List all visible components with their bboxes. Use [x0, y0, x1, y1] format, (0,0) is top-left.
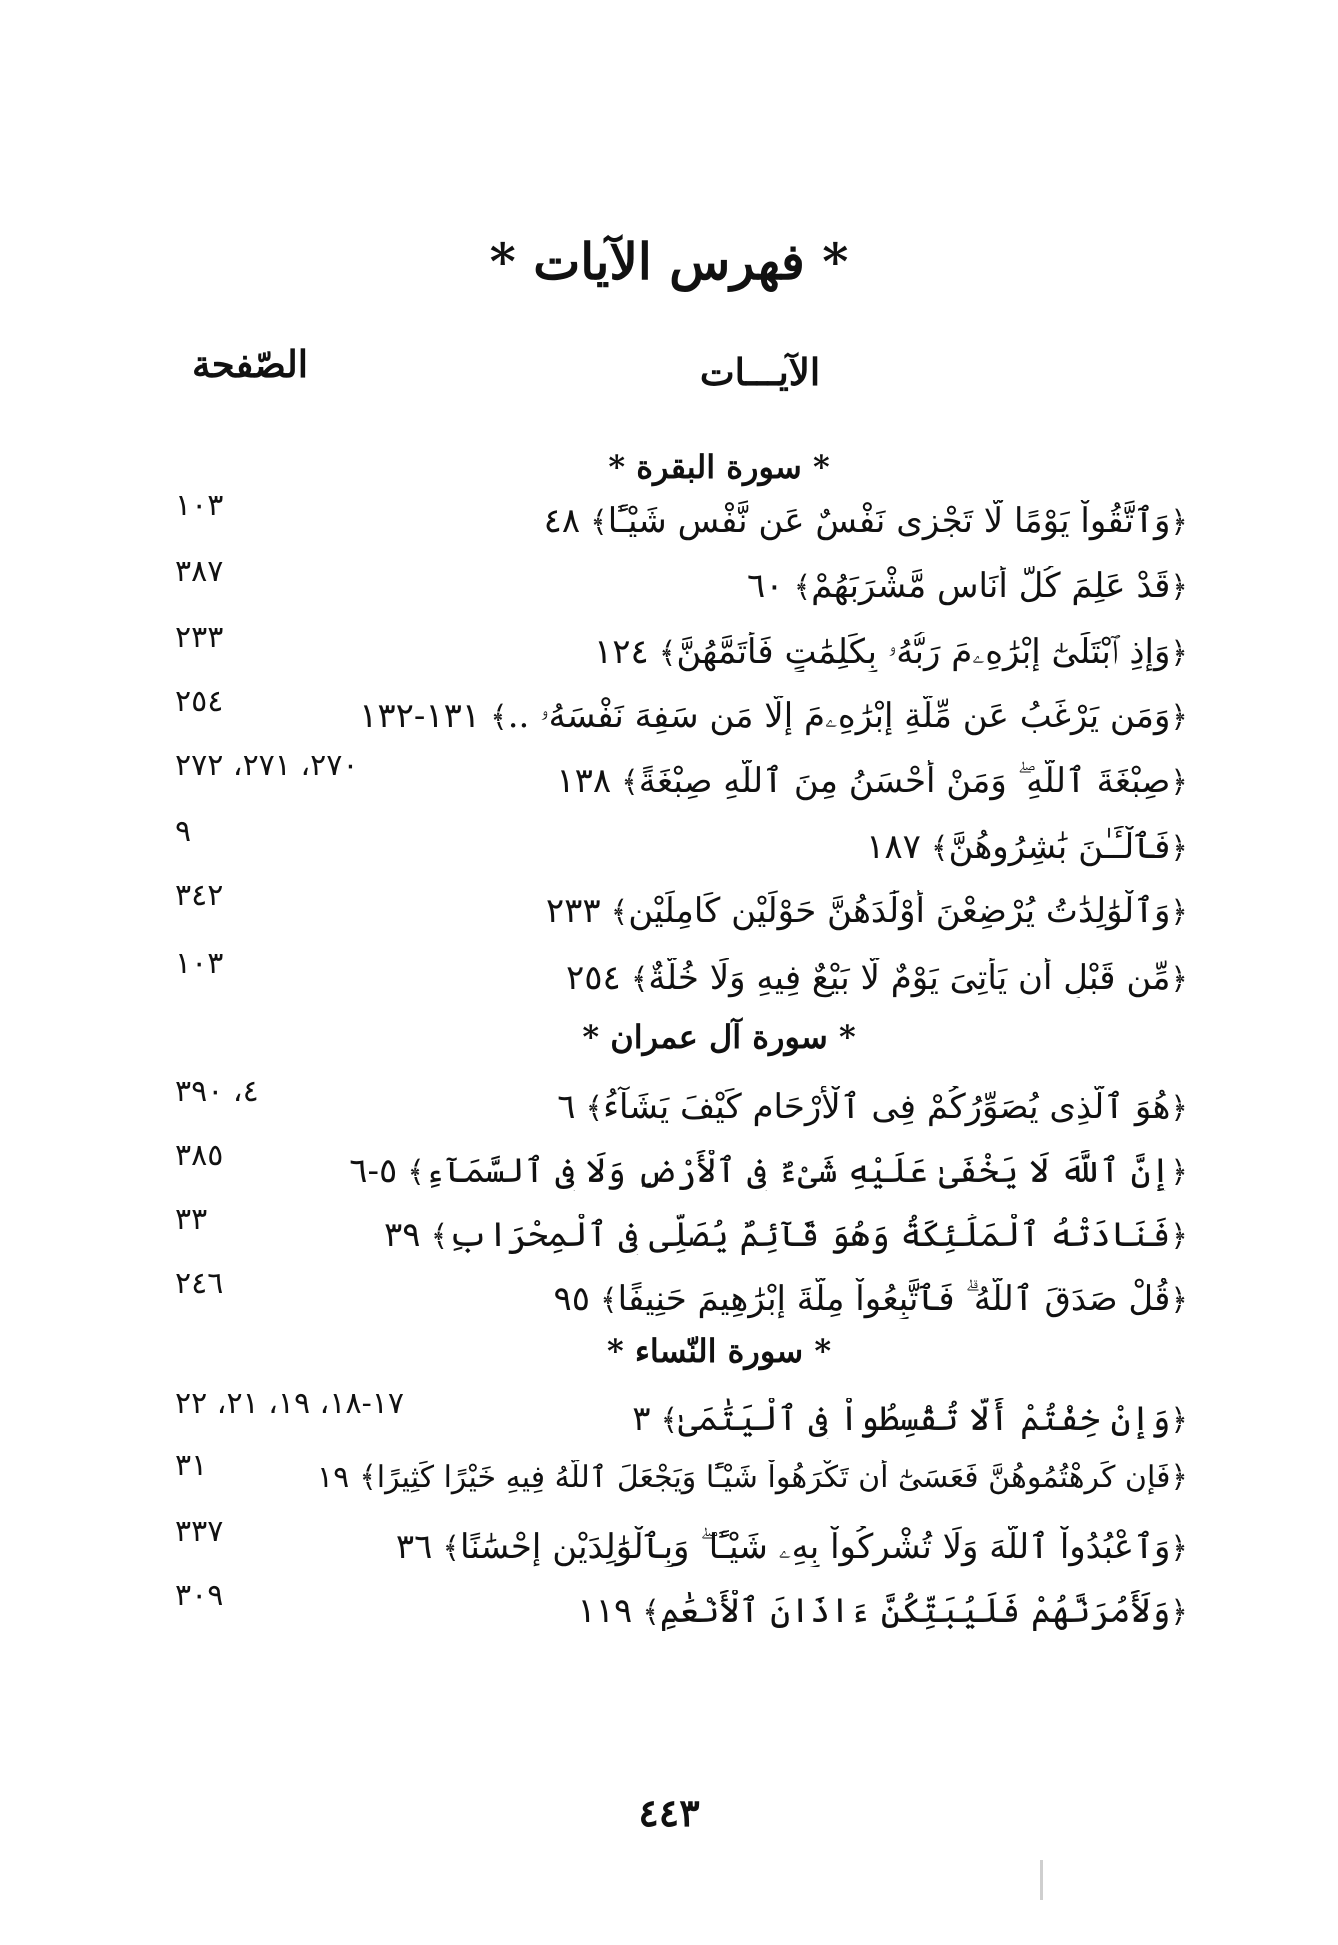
ornate-bracket-close-icon: ﴾ — [642, 1595, 660, 1630]
ornate-bracket-open-icon: ﴿ — [1170, 1460, 1188, 1495]
verse-number: ٩٥ — [553, 1279, 591, 1319]
ornate-bracket-close-icon: ﴾ — [442, 1531, 460, 1566]
index-row — [0, 554, 1338, 626]
verse-number: ٢٥٤ — [566, 958, 621, 998]
index-row — [0, 878, 1338, 950]
ornate-bracket-open-icon: ﴿ — [1170, 505, 1188, 540]
index-row — [0, 1266, 1338, 1338]
index-row — [0, 1202, 1338, 1274]
index-row — [0, 1138, 1338, 1210]
index-row — [0, 814, 1338, 886]
index-row — [0, 684, 1338, 756]
verse-entry: ﴿مِّن قَبْلِ أَن يَأْتِىَ يَوْمٌ لَّا بَيْعٌ فِيهِ وَلَا خُلَّةٌ﴾٢٥٤ — [566, 958, 1188, 998]
page-reference: ٢٥٤ — [175, 684, 224, 719]
ornate-bracket-open-icon: ﴿ — [1170, 962, 1188, 997]
index-row — [0, 1448, 1338, 1520]
ornate-bracket-open-icon: ﴿ — [1170, 1531, 1188, 1566]
verse-entry: ﴿قَدْ عَلِمَ كُلُّ أُنَاسٍ مَّشْرَبَهُمْ﴾٦٠ — [747, 566, 1188, 606]
index-row — [0, 748, 1338, 820]
ornate-bracket-close-icon: ﴾ — [407, 1155, 425, 1190]
ornate-bracket-open-icon: ﴿ — [1170, 1283, 1188, 1318]
verse-entry: ﴿وَٱتَّقُواْ يَوْمًا لَّا تَجْزِى نَفْسٌ عَن نَّفْسٍ شَيْـًٔا﴾٤٨ — [543, 501, 1188, 541]
index-row — [0, 1514, 1338, 1586]
ornate-bracket-open-icon: ﴿ — [1170, 636, 1188, 671]
verse-entry: ﴿هُوَ ٱلَّذِى يُصَوِّرُكُمْ فِى ٱلْأَرْحَامِ كَيْفَ يَشَآءُ﴾٦ — [557, 1087, 1188, 1127]
page-reference: ١٠٣ — [175, 946, 224, 981]
ornate-bracket-open-icon: ﴿ — [1170, 700, 1188, 735]
page-reference: ٢٣٣ — [175, 620, 224, 655]
ornate-bracket-close-icon: ﴾ — [590, 505, 608, 540]
ornate-bracket-close-icon: ﴾ — [430, 1219, 449, 1254]
ornate-bracket-open-icon: ﴿ — [1170, 765, 1188, 800]
ornate-bracket-close-icon: ﴾ — [793, 570, 812, 605]
index-row — [0, 620, 1338, 692]
ornate-bracket-open-icon: ﴿ — [1170, 1403, 1188, 1438]
verse-entry: ﴿وَٱعْبُدُواْ ٱللَّهَ وَلَا تُشْرِكُواْ بِهِۦ شَيْـًٔا ۖ وَبِٱلْوَٰلِدَيْنِ إِحْسَٰنًا﴾٣٦ — [395, 1527, 1188, 1567]
page-reference: ٣٠٩ — [175, 1578, 224, 1613]
page-number: ٤٤٣ — [638, 1790, 700, 1835]
page-reference: ٣٨٧ — [175, 554, 224, 589]
ornate-bracket-close-icon: ﴾ — [621, 765, 639, 800]
ornate-bracket-close-icon: ﴾ — [600, 1283, 618, 1318]
verse-number: ١١٩ — [577, 1591, 633, 1631]
page-reference: ٣٣ — [175, 1202, 208, 1237]
ornate-bracket-open-icon: ﴿ — [1170, 831, 1188, 866]
page-reference: ٣١ — [175, 1448, 208, 1483]
verse-entry: ﴿فَنَادَتْهُ ٱلْمَلَٰٓئِكَةُ وَهُوَ قَآئِمٌ يُصَلِّى فِى ٱلْمِحْرَابِ﴾٣٩ — [384, 1215, 1188, 1255]
verse-number: ١٨٧ — [866, 827, 921, 867]
verse-number: ٣٩ — [384, 1215, 421, 1255]
page-title: * فهرس الآيات * — [489, 232, 849, 291]
page-reference: ٤، ٣٩٠ — [175, 1074, 259, 1109]
index-row — [0, 1578, 1338, 1650]
page-reference: ١٠٣ — [175, 488, 224, 523]
ornate-bracket-close-icon: ﴾ — [630, 962, 649, 997]
page-column-header: الصّفحة — [191, 342, 309, 386]
page-reference: ٢٧٠، ٢٧١، ٢٧٢ — [175, 748, 359, 783]
verse-entry: ﴿إِنَّ ٱللَّهَ لَا يَخْفَىٰ عَلَيْهِ شَىْءٌ فِى ٱلْأَرْضِ وَلَا فِى ٱلسَّمَآءِ﴾٥-٦ — [349, 1151, 1188, 1191]
surah-heading-baqarah: * سورة البقرة * — [608, 448, 830, 486]
ornate-bracket-open-icon: ﴿ — [1170, 1155, 1188, 1190]
verse-number: ٢٣٣ — [545, 891, 601, 931]
verses-column-header: الآيـــات — [699, 350, 821, 394]
verse-entry: ﴿صِبْغَةَ ٱللَّهِ ۖ وَمَنْ أَحْسَنُ مِنَ ٱللَّهِ صِبْغَةً﴾١٣٨ — [556, 761, 1188, 801]
verse-entry: ﴿فَٱلْـَٔـٰنَ بَٰشِرُوهُنَّ﴾١٨٧ — [866, 827, 1188, 867]
index-row — [0, 946, 1338, 1018]
verse-entry: ﴿وَإِذِ ٱبْتَلَىٰٓ إِبْرَٰهِۦمَ رَبُّهُۥ بِكَلِمَٰتٍ فَأَتَمَّهُنَّ﴾١٢٤ — [594, 632, 1188, 672]
ornate-bracket-open-icon: ﴿ — [1170, 1091, 1188, 1126]
verse-entry: ﴿وَلَأَمُرَنَّهُمْ فَلَيُبَتِّكُنَّ ءَاذَانَ ٱلْأَنْعَٰمِ﴾١١٩ — [577, 1591, 1188, 1631]
verse-entry: ﴿وَٱلْوَٰلِدَٰتُ يُرْضِعْنَ أَوْلَٰدَهُنَّ حَوْلَيْنِ كَامِلَيْنِ﴾٢٣٣ — [545, 891, 1188, 931]
verse-number: ٤٨ — [543, 501, 581, 541]
scan-artifact — [1040, 1860, 1043, 1900]
page-reference: ٣٣٧ — [175, 1514, 224, 1549]
ornate-bracket-open-icon: ﴿ — [1170, 1219, 1188, 1254]
ornate-bracket-open-icon: ﴿ — [1170, 570, 1188, 605]
ornate-bracket-close-icon: ﴾ — [359, 1460, 377, 1495]
verse-number: ١٢٤ — [594, 632, 649, 672]
verse-entry: ﴿وَإِنْ خِفْتُمْ أَلَّا تُقْسِطُواْ فِى ٱلْيَتَٰمَىٰ﴾٣ — [632, 1399, 1188, 1439]
ornate-bracket-close-icon: ﴾ — [490, 700, 508, 735]
verse-number: ١٩ — [316, 1460, 350, 1495]
verse-entry: ﴿وَمَن يَرْغَبُ عَن مِّلَّةِ إِبْرَٰهِۦمَ إِلَّا مَن سَفِهَ نَفْسَهُۥ ..﴾١٣١-١٣٢ — [359, 696, 1188, 736]
index-row — [0, 488, 1338, 560]
page-reference: ٩ — [175, 814, 192, 849]
verse-number: ٦٠ — [747, 566, 784, 606]
ornate-bracket-close-icon: ﴾ — [660, 1403, 679, 1438]
page-reference: ١٧-١٨، ١٩، ٢١، ٢٢ — [175, 1386, 404, 1421]
verse-number: ٣ — [632, 1399, 651, 1439]
page-reference: ٣٨٥ — [175, 1138, 224, 1173]
ornate-bracket-close-icon: ﴾ — [610, 895, 629, 930]
verse-number: ٦ — [557, 1087, 576, 1127]
ornate-bracket-close-icon: ﴾ — [658, 636, 677, 671]
ornate-bracket-open-icon: ﴿ — [1170, 895, 1188, 930]
verse-number: ٥-٦ — [349, 1151, 398, 1191]
ornate-bracket-close-icon: ﴾ — [585, 1091, 604, 1126]
page-reference: ٢٤٦ — [175, 1266, 224, 1301]
verse-number: ٣٦ — [395, 1527, 433, 1567]
surah-heading-nisa: * سورة النّساء * — [606, 1332, 832, 1370]
index-row — [0, 1074, 1338, 1146]
verse-entry: ﴿قُلْ صَدَقَ ٱللَّهُ ۗ فَٱتَّبِعُواْ مِلَّةَ إِبْرَٰهِيمَ حَنِيفًا﴾٩٥ — [553, 1279, 1188, 1319]
verse-number: ١٣٨ — [556, 761, 612, 801]
page-reference: ٣٤٢ — [175, 878, 224, 913]
surah-heading-aal-imran: * سورة آل عمران * — [582, 1018, 856, 1056]
ornate-bracket-close-icon: ﴾ — [930, 831, 949, 866]
ornate-bracket-open-icon: ﴿ — [1170, 1595, 1188, 1630]
verse-number: ١٣١-١٣٢ — [359, 696, 481, 736]
verse-entry: ﴿فَإِن كَرِهْتُمُوهُنَّ فَعَسَىٰٓ أَن تَكْرَهُواْ شَيْـًٔا وَيَجْعَلَ ٱللَّهُ فِيهِ خَيْرًا كَثِيرًا﴾١٩ — [316, 1460, 1188, 1495]
